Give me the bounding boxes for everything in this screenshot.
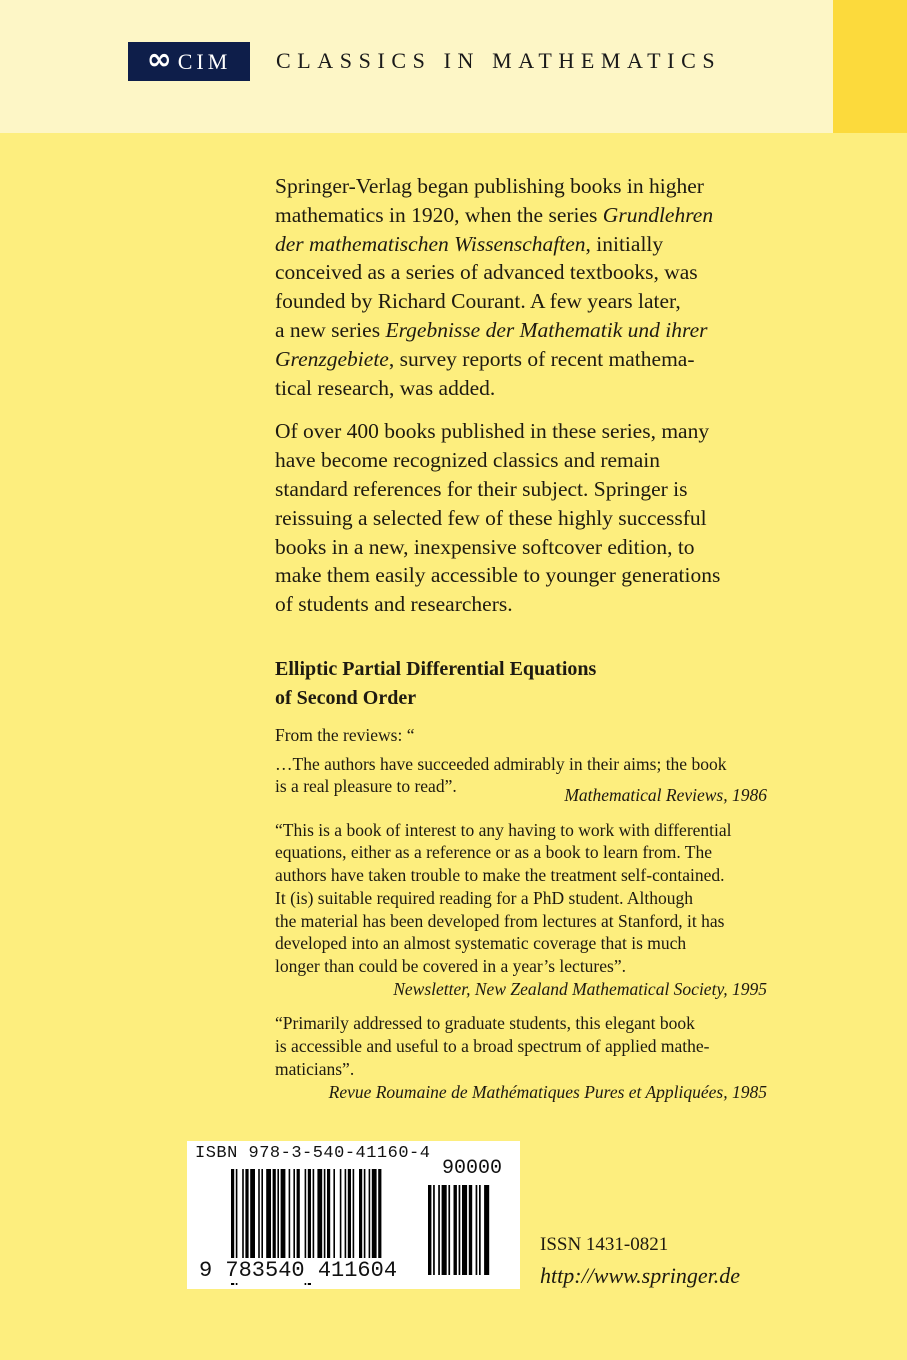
paragraph-line: Of over 400 books published in these series, many — [275, 419, 710, 444]
paragraph-line: der mathematischen Wissenschaften, initially — [275, 231, 664, 256]
series-title: CLASSICS IN MATHEMATICS — [276, 48, 722, 73]
reviews-section — [275, 724, 767, 1103]
review-line: maticians”. — [275, 1058, 355, 1079]
paragraph-line: standard references for their subject. Springer is — [275, 476, 688, 501]
reviews-intro: From the reviews: “ — [275, 724, 415, 745]
price-addon: 90000 — [442, 1157, 503, 1180]
intro-paragraph-2 — [275, 417, 775, 619]
infinity-icon: ∞ — [146, 41, 172, 77]
book-title-line: Elliptic Partial Differential Equations — [275, 657, 597, 680]
review-line: equations, either as a reference or as a book to learn from. The — [275, 842, 712, 863]
series-name: der mathematischen Wissenschaften — [275, 231, 586, 256]
book-title — [275, 655, 775, 713]
review-line: is a real pleasure to read”. — [275, 776, 457, 797]
review-line: developed into an almost systematic coverage that is much — [275, 933, 687, 954]
paragraph-line: make them easily accessible to younger generations — [275, 563, 721, 588]
back-cover-content — [275, 172, 775, 1115]
paragraph-line: tical research, was added. — [275, 375, 496, 400]
review-quote — [275, 1012, 767, 1103]
review-line: is accessible and useful to a broad spectrum of applied mathe- — [275, 1036, 710, 1057]
paragraph-line: mathematics in 1920, when the series Grundlehren — [275, 202, 714, 227]
review-quote — [275, 753, 767, 807]
review-line: longer than could be covered in a year’s lectures”. — [275, 955, 626, 976]
accent-strip — [833, 0, 907, 133]
review-line: …The authors have succeeded admirably in their aims; the book — [275, 753, 727, 774]
book-title-line: of Second Order — [275, 686, 417, 709]
paragraph-line: Grenzgebiete, survey reports of recent mathema- — [275, 346, 695, 371]
logo-abbr: CIM — [177, 48, 232, 74]
review-line: It (is) suitable required reading for a PhD student. Although — [275, 887, 693, 908]
review-line: the material has been developed from lectures at Stanford, it has — [275, 910, 725, 931]
series-name: Ergebnisse der Mathematik und ihrer — [385, 317, 708, 342]
review-source: Mathematical Reviews, 1986 — [564, 785, 767, 806]
paragraph-line: reissuing a selected few of these highly successful — [275, 505, 707, 530]
paragraph-line: a new series Ergebnisse der Mathematik und ihrer — [275, 317, 708, 342]
isbn-label: ISBN 978-3-540-41160-4 — [195, 1144, 431, 1163]
barcode-digits: 9 783540 411604 — [199, 1258, 398, 1283]
paragraph-line: founded by Richard Courant. A few years later, — [275, 289, 681, 314]
paragraph-line: of students and researchers. — [275, 592, 513, 617]
paragraph-line: Springer-Verlag began publishing books in higher — [275, 174, 704, 198]
review-line: “This is a book of interest to any having to work with differential — [275, 819, 732, 840]
series-name: Grundlehren — [602, 202, 714, 227]
isbn-barcode — [187, 1141, 520, 1289]
review-source: Newsletter, New Zealand Mathematical Society, 1995 — [393, 978, 767, 999]
paragraph-line: have become recognized classics and remain — [275, 448, 661, 473]
review-line: “Primarily addressed to graduate students, this elegant book — [275, 1013, 695, 1034]
issn: ISSN 1431-0821 — [540, 1234, 669, 1255]
paragraph-line: conceived as a series of advanced textbooks, was — [275, 260, 698, 285]
review-line: authors have taken trouble to make the treatment self-contained. — [275, 865, 725, 886]
cim-logo — [128, 42, 250, 81]
review-source: Revue Roumaine de Mathématiques Pures et Appliquées, 1985 — [328, 1081, 767, 1102]
review-quote — [275, 819, 767, 1001]
series-name: Grenzgebiete — [275, 346, 389, 371]
intro-paragraph-1 — [275, 172, 775, 402]
publisher-website-link[interactable]: http://www.springer.de — [540, 1263, 741, 1288]
paragraph-line: books in a new, inexpensive softcover edition, to — [275, 534, 695, 559]
